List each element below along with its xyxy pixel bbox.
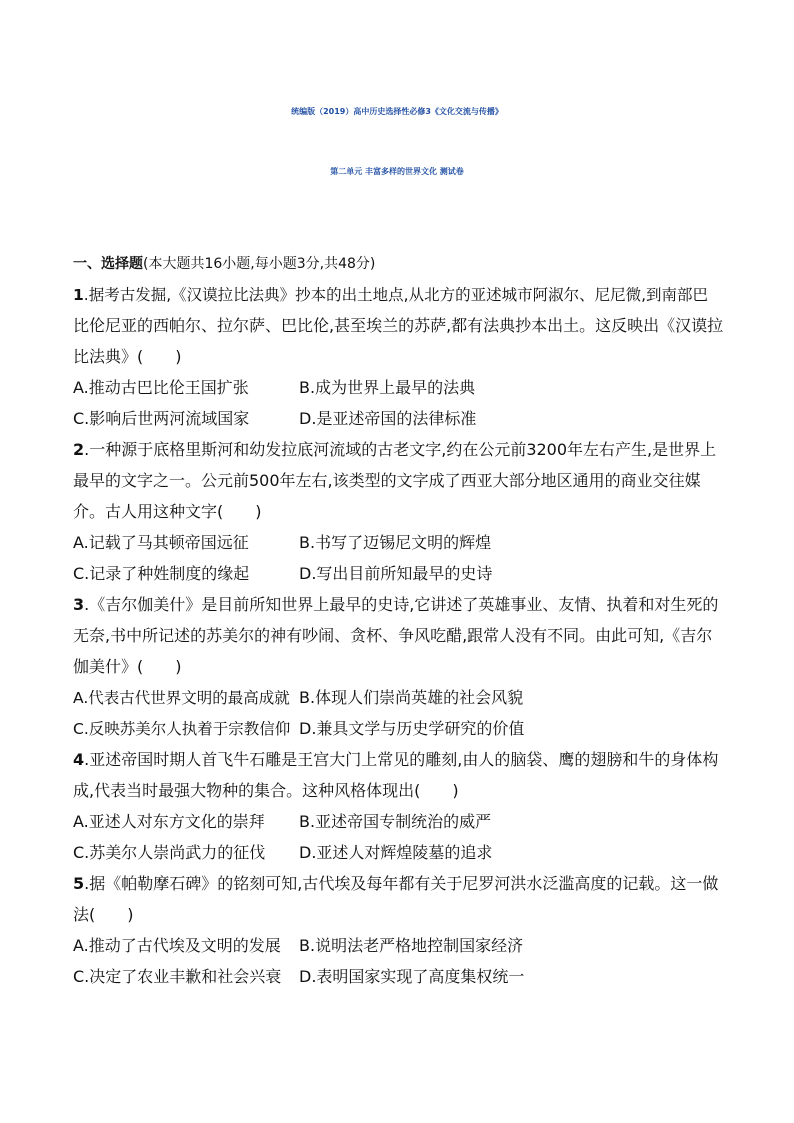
option-b: B.书写了迈锡尼文明的辉煌 [299,533,492,552]
section-desc: (本大题共16小题,每小题3分,共48分) [143,256,376,272]
option-c: C.记录了种姓制度的缘起 [73,564,250,583]
question-line: 无奈,书中所记述的苏美尔的神有吵闹、贪杯、争风吃醋,跟常人没有不同。由此可知,《吉尔 [73,626,713,645]
question-number: 3 [73,595,85,614]
option-a: A.推动了古代埃及文明的发展 [73,936,281,955]
question-line: 比伦尼亚的西帕尔、拉尔萨、巴比伦,甚至埃兰的苏萨,都有法典抄本出土。这反映出《汉谟拉 [73,316,724,335]
question-line: 伽美什》( ) [73,657,182,676]
option-c: C.决定了农业丰歉和社会兴衰 [73,967,282,986]
question-line: 2.一种源于底格里斯河和幼发拉底河流域的古老文字,约在公元前3200年左右产生,是世界上 [73,440,717,459]
option-a: A.推动古巴比伦王国扩张 [73,378,249,397]
section-heading [73,253,375,273]
option-d: D.是亚述帝国的法律标准 [299,409,477,428]
option-b: B.体现人们崇尚英雄的社会风貌 [299,688,524,707]
page-title: 统编版（2019）高中历史选择性必修3《文化交流与传播》 [291,107,503,116]
question-line: 成,代表当时最强大物种的集合。这种风格体现出( ) [73,781,459,800]
option-d: D.兼具文学与历史学研究的价值 [299,719,525,738]
question-number: 1 [73,286,84,304]
page-subtitle: 第二单元 丰富多样的世界文化 测试卷 [330,167,464,176]
question-line: 1.据考古发掘,《汉谟拉比法典》抄本的出土地点,从北方的亚述城市阿淑尔、尼尼微,到南部巴 [73,286,709,304]
section-label: 一、选择题 [73,256,143,272]
option-c: C.影响后世两河流域国家 [73,409,250,428]
option-d: D.写出目前所知最早的史诗 [299,564,493,583]
option-c: C.苏美尔人崇尚武力的征伐 [73,843,266,862]
option-a: A.记载了马其顿帝国远征 [73,533,249,552]
question-line: 法( ) [73,905,134,924]
option-a: A.亚述人对东方文化的崇拜 [73,812,265,831]
question-line: 5.据《帕勒摩石碑》的铭刻可知,古代埃及每年都有关于尼罗河洪水泛滥高度的记载。这一做 [73,874,719,893]
question-line: 比法典》( ) [73,347,182,366]
question-number: 2 [73,440,85,459]
option-d: D.亚述人对辉煌陵墓的追求 [299,843,493,862]
question-number: 4 [73,750,85,769]
question-line: 最早的文字之一。公元前500年左右,该类型的文字成了西亚大部分地区通用的商业交往媒 [73,471,701,490]
question-line: 4.亚述帝国时期人首飞牛石雕是王宫大门上常见的雕刻,由人的脑袋、鹰的翅膀和牛的身体构 [73,750,719,769]
option-b: B.成为世界上最早的法典 [299,378,476,397]
question-number: 5 [73,874,85,893]
question-line: 介。古人用这种文字( ) [73,502,262,521]
option-b: B.说明法老严格地控制国家经济 [299,936,524,955]
option-d: D.表明国家实现了高度集权统一 [299,967,525,986]
option-b: B.亚述帝国专制统治的威严 [299,812,492,831]
option-c: C.反映苏美尔人执着于宗教信仰 [73,720,291,738]
option-a: A.代表古代世界文明的最高成就 [73,689,290,707]
question-line: 3.《吉尔伽美什》是目前所知世界上最早的史诗,它讲述了英雄事业、友情、执着和对生死的 [73,595,719,614]
